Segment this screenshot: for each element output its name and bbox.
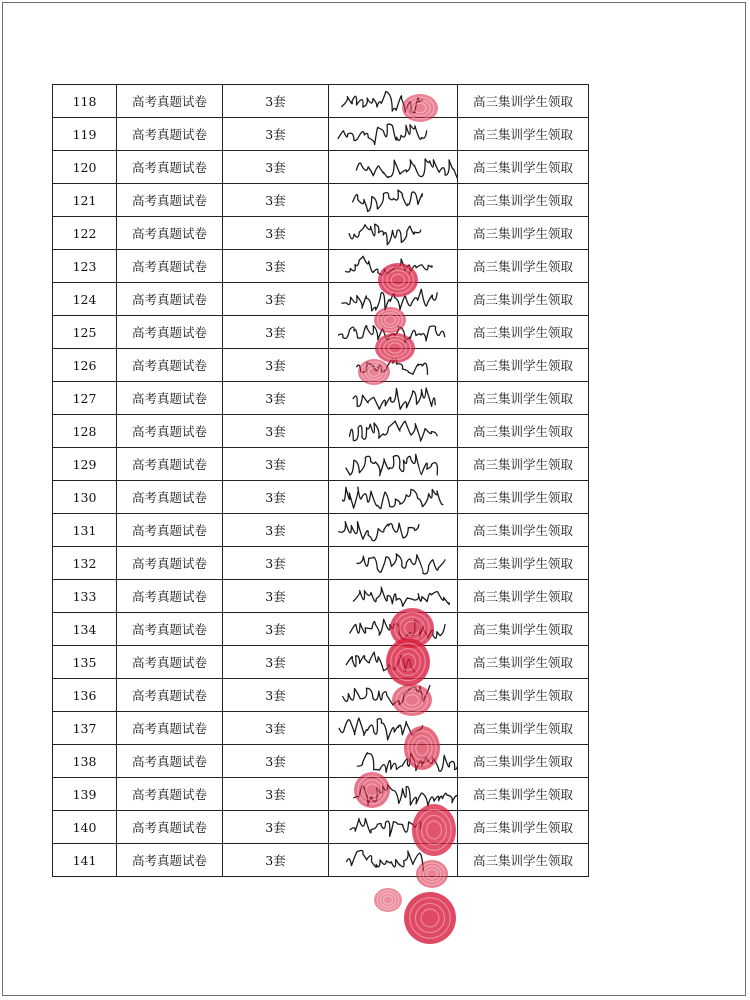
quantity: 3套 [223, 481, 329, 514]
table-row [53, 580, 589, 613]
remark: 高三集训学生领取 [458, 151, 589, 184]
table-row [53, 217, 589, 250]
item-name: 高考真题试卷 [117, 646, 223, 679]
table-row [53, 679, 589, 712]
handwritten-signature [329, 514, 457, 546]
table-row [53, 613, 589, 646]
remark: 高三集训学生领取 [458, 85, 589, 118]
item-name: 高考真题试卷 [117, 415, 223, 448]
item-name: 高考真题试卷 [117, 844, 223, 877]
remark: 高三集训学生领取 [458, 184, 589, 217]
remark: 高三集训学生领取 [458, 712, 589, 745]
row-number: 122 [53, 217, 117, 250]
table-row [53, 712, 589, 745]
row-number: 128 [53, 415, 117, 448]
handwritten-signature [329, 679, 457, 711]
remark: 高三集训学生领取 [458, 448, 589, 481]
row-number: 121 [53, 184, 117, 217]
handwritten-signature [329, 646, 457, 678]
table-row [53, 778, 589, 811]
quantity: 3套 [223, 184, 329, 217]
row-number: 119 [53, 118, 117, 151]
handwritten-signature [329, 811, 457, 843]
remark: 高三集训学生领取 [458, 514, 589, 547]
remark: 高三集训学生领取 [458, 415, 589, 448]
table-row [53, 481, 589, 514]
handwritten-signature [329, 844, 457, 876]
table-row [53, 250, 589, 283]
handwritten-signature [329, 316, 457, 348]
handwritten-signature [329, 283, 457, 315]
handwritten-signature [329, 118, 457, 150]
signature-cell [329, 778, 458, 811]
remark: 高三集训学生领取 [458, 250, 589, 283]
row-number: 135 [53, 646, 117, 679]
item-name: 高考真题试卷 [117, 811, 223, 844]
quantity: 3套 [223, 349, 329, 382]
signature-cell [329, 151, 458, 184]
quantity: 3套 [223, 778, 329, 811]
quantity: 3套 [223, 679, 329, 712]
signature-cell [329, 679, 458, 712]
handwritten-signature [329, 712, 457, 744]
signature-cell [329, 712, 458, 745]
signature-cell [329, 514, 458, 547]
remark: 高三集训学生领取 [458, 349, 589, 382]
quantity: 3套 [223, 844, 329, 877]
item-name: 高考真题试卷 [117, 580, 223, 613]
remark: 高三集训学生领取 [458, 118, 589, 151]
handwritten-signature [329, 217, 457, 249]
table-row [53, 745, 589, 778]
remark: 高三集训学生领取 [458, 679, 589, 712]
handwritten-signature [329, 448, 457, 480]
handwritten-signature [329, 613, 457, 645]
item-name: 高考真题试卷 [117, 613, 223, 646]
row-number: 131 [53, 514, 117, 547]
row-number: 132 [53, 547, 117, 580]
quantity: 3套 [223, 415, 329, 448]
handwritten-signature [329, 415, 457, 447]
signature-cell [329, 613, 458, 646]
item-name: 高考真题试卷 [117, 118, 223, 151]
handwritten-signature [329, 349, 457, 381]
item-name: 高考真题试卷 [117, 547, 223, 580]
row-number: 141 [53, 844, 117, 877]
signature-cell [329, 316, 458, 349]
quantity: 3套 [223, 613, 329, 646]
row-number: 129 [53, 448, 117, 481]
row-number: 125 [53, 316, 117, 349]
handwritten-signature [329, 547, 457, 579]
handwritten-signature [329, 184, 457, 216]
row-number: 136 [53, 679, 117, 712]
signature-cell [329, 448, 458, 481]
row-number: 123 [53, 250, 117, 283]
signature-cell [329, 283, 458, 316]
remark: 高三集训学生领取 [458, 646, 589, 679]
row-number: 134 [53, 613, 117, 646]
item-name: 高考真题试卷 [117, 448, 223, 481]
quantity: 3套 [223, 85, 329, 118]
signature-cell [329, 580, 458, 613]
table-row [53, 382, 589, 415]
quantity: 3套 [223, 382, 329, 415]
signature-cell [329, 811, 458, 844]
table-row [53, 184, 589, 217]
item-name: 高考真题试卷 [117, 184, 223, 217]
quantity: 3套 [223, 811, 329, 844]
table-row [53, 514, 589, 547]
signature-cell [329, 217, 458, 250]
table-row [53, 316, 589, 349]
table-row [53, 811, 589, 844]
signature-cell [329, 349, 458, 382]
table-row [53, 448, 589, 481]
remark: 高三集训学生领取 [458, 844, 589, 877]
table-row [53, 646, 589, 679]
item-name: 高考真题试卷 [117, 217, 223, 250]
row-number: 127 [53, 382, 117, 415]
table-row [53, 283, 589, 316]
handwritten-signature [329, 382, 457, 414]
quantity: 3套 [223, 580, 329, 613]
remark: 高三集训学生领取 [458, 547, 589, 580]
row-number: 137 [53, 712, 117, 745]
quantity: 3套 [223, 448, 329, 481]
table-row [53, 85, 589, 118]
signature-cell [329, 382, 458, 415]
row-number: 138 [53, 745, 117, 778]
quantity: 3套 [223, 217, 329, 250]
remark: 高三集训学生领取 [458, 745, 589, 778]
item-name: 高考真题试卷 [117, 250, 223, 283]
remark: 高三集训学生领取 [458, 613, 589, 646]
table-row [53, 547, 589, 580]
item-name: 高考真题试卷 [117, 778, 223, 811]
signature-cell [329, 85, 458, 118]
table-row [53, 415, 589, 448]
handwritten-signature [329, 745, 457, 777]
quantity: 3套 [223, 118, 329, 151]
item-name: 高考真题试卷 [117, 382, 223, 415]
quantity: 3套 [223, 712, 329, 745]
row-number: 120 [53, 151, 117, 184]
table-row [53, 118, 589, 151]
handwritten-signature [329, 481, 457, 513]
table-row [53, 151, 589, 184]
item-name: 高考真题试卷 [117, 514, 223, 547]
table-row [53, 844, 589, 877]
item-name: 高考真题试卷 [117, 151, 223, 184]
quantity: 3套 [223, 646, 329, 679]
table-row [53, 349, 589, 382]
remark: 高三集训学生领取 [458, 316, 589, 349]
item-name: 高考真题试卷 [117, 745, 223, 778]
item-name: 高考真题试卷 [117, 283, 223, 316]
signature-cell [329, 415, 458, 448]
item-name: 高考真题试卷 [117, 481, 223, 514]
signature-cell [329, 646, 458, 679]
quantity: 3套 [223, 250, 329, 283]
handwritten-signature [329, 580, 457, 612]
remark: 高三集训学生领取 [458, 217, 589, 250]
item-name: 高考真题试卷 [117, 349, 223, 382]
item-name: 高考真题试卷 [117, 316, 223, 349]
quantity: 3套 [223, 514, 329, 547]
item-name: 高考真题试卷 [117, 679, 223, 712]
item-name: 高考真题试卷 [117, 712, 223, 745]
item-name: 高考真题试卷 [117, 85, 223, 118]
signature-cell [329, 547, 458, 580]
remark: 高三集训学生领取 [458, 580, 589, 613]
remark: 高三集训学生领取 [458, 811, 589, 844]
quantity: 3套 [223, 745, 329, 778]
row-number: 124 [53, 283, 117, 316]
row-number: 139 [53, 778, 117, 811]
signature-cell [329, 745, 458, 778]
signature-cell [329, 481, 458, 514]
quantity: 3套 [223, 151, 329, 184]
signature-cell [329, 250, 458, 283]
handwritten-signature [329, 778, 457, 810]
table-body [53, 85, 589, 877]
quantity: 3套 [223, 283, 329, 316]
row-number: 130 [53, 481, 117, 514]
remark: 高三集训学生领取 [458, 481, 589, 514]
quantity: 3套 [223, 316, 329, 349]
remark: 高三集训学生领取 [458, 778, 589, 811]
remark: 高三集训学生领取 [458, 382, 589, 415]
signature-cell [329, 184, 458, 217]
handwritten-signature [329, 85, 457, 117]
handwritten-signature [329, 151, 457, 183]
row-number: 118 [53, 85, 117, 118]
remark: 高三集训学生领取 [458, 283, 589, 316]
handwritten-signature [329, 250, 457, 282]
row-number: 126 [53, 349, 117, 382]
row-number: 133 [53, 580, 117, 613]
quantity: 3套 [223, 547, 329, 580]
distribution-table [52, 84, 589, 877]
row-number: 140 [53, 811, 117, 844]
signature-cell [329, 844, 458, 877]
signature-cell [329, 118, 458, 151]
